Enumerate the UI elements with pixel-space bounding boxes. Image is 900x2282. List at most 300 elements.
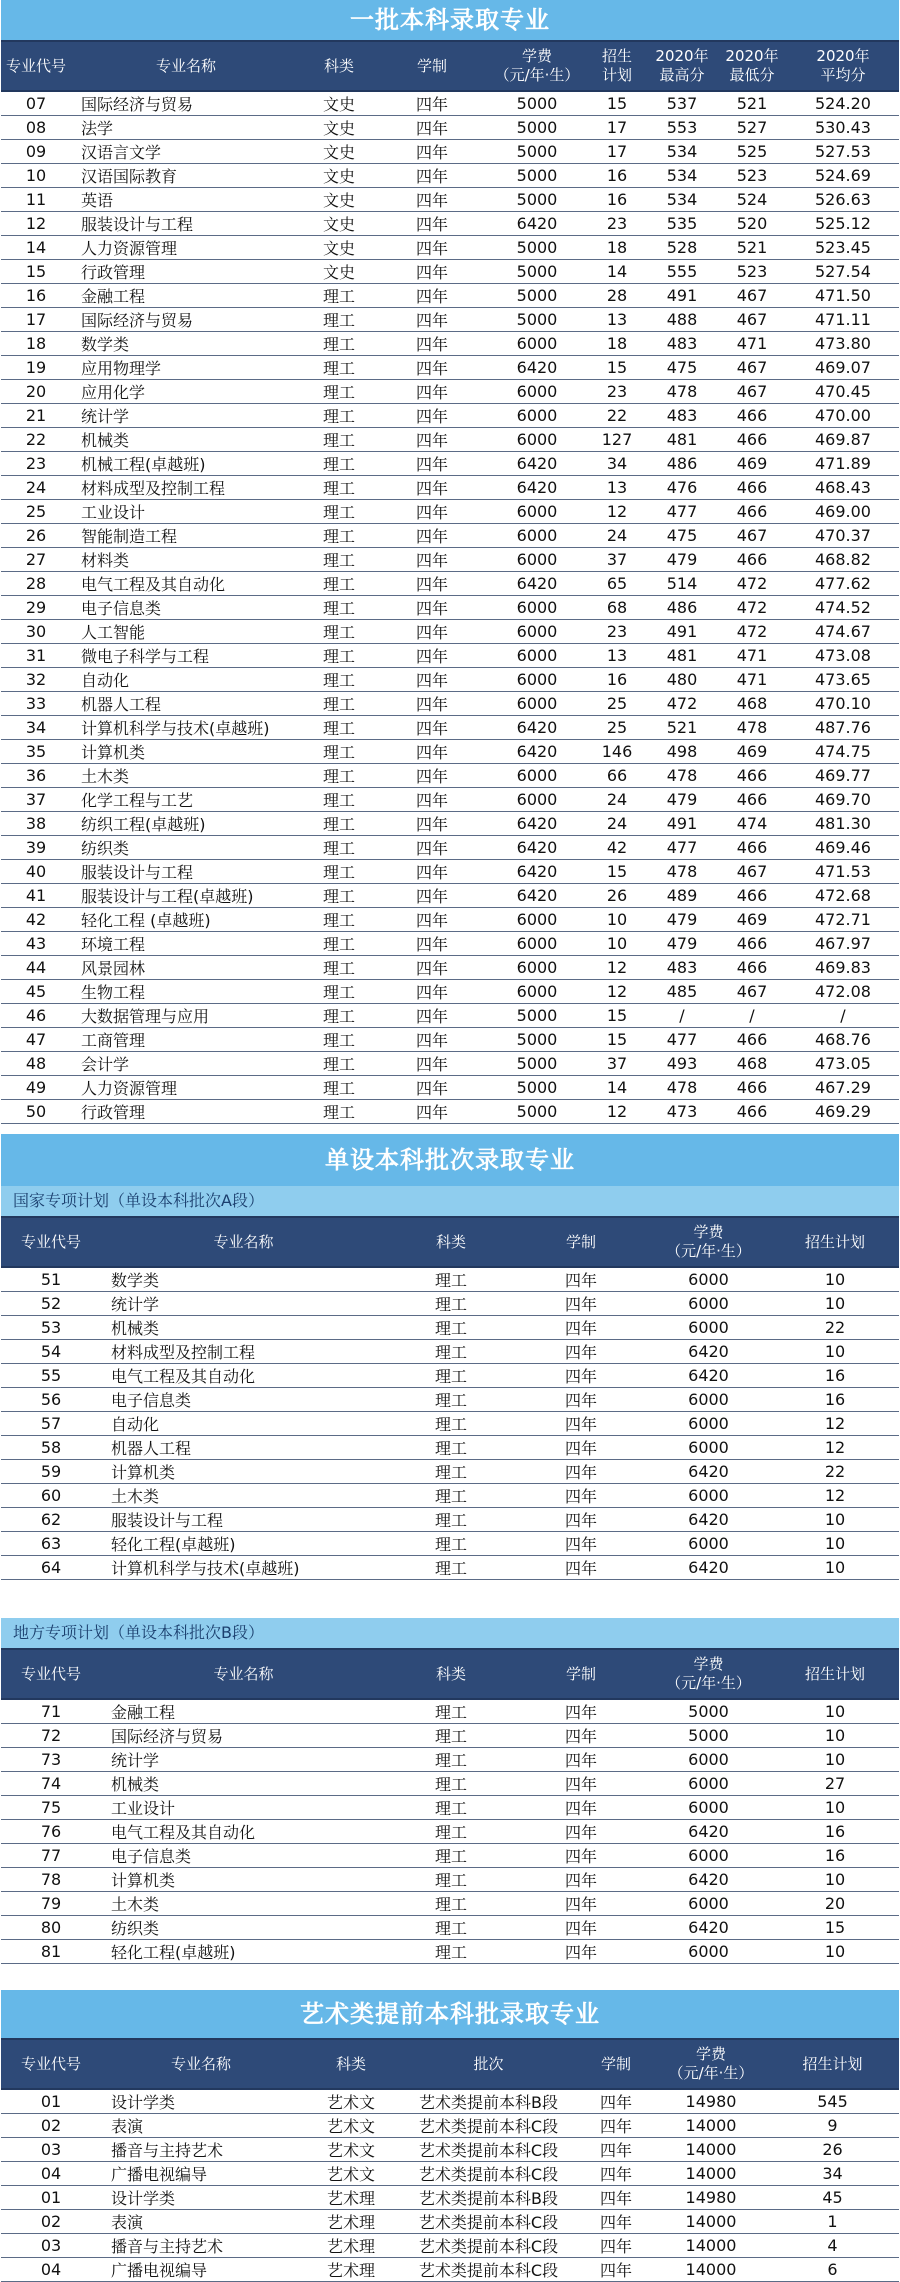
table-cell: 6000 (646, 1892, 771, 1916)
table-cell: 汉语国际教育 (71, 164, 301, 188)
table-cell: 6420 (487, 884, 587, 908)
table-cell: 理工 (301, 1004, 377, 1028)
table-cell: 理工 (386, 1844, 516, 1868)
table-cell: 四年 (516, 1868, 646, 1892)
table-cell: 64 (1, 1556, 101, 1580)
table-row (1, 1796, 899, 1820)
table-cell: 12 (1, 212, 71, 236)
column-header: 专业名称 (101, 1649, 386, 1699)
table-cell: 23 (587, 212, 647, 236)
table-cell: 6000 (487, 380, 587, 404)
table-row (1, 188, 899, 212)
table-cell: 广播电视编导 (101, 2258, 301, 2282)
table-cell: 四年 (377, 404, 487, 428)
table-cell: 电子信息类 (101, 1388, 386, 1412)
table-cell: 468.43 (787, 476, 899, 500)
table-cell: 472.08 (787, 980, 899, 1004)
table-cell: 127 (587, 428, 647, 452)
table-cell: 5000 (487, 91, 587, 116)
table-cell: 国际经济与贸易 (71, 308, 301, 332)
table-row (1, 836, 899, 860)
table-cell: 26 (587, 884, 647, 908)
table-cell: 四年 (377, 140, 487, 164)
table-cell: 07 (1, 91, 71, 116)
table-cell: 理工 (301, 548, 377, 572)
table-row (1, 764, 899, 788)
table-cell: 22 (771, 1460, 899, 1484)
table-cell: 527.54 (787, 260, 899, 284)
table-cell: 四年 (377, 452, 487, 476)
table-row (1, 2114, 899, 2138)
table-cell: 479 (647, 932, 717, 956)
table-cell: 466 (717, 788, 787, 812)
table-cell: 理工 (301, 572, 377, 596)
table-cell: 20 (771, 1892, 899, 1916)
table-cell: 6420 (487, 476, 587, 500)
table-cell: 13 (587, 308, 647, 332)
table-header-row (1, 1649, 899, 1699)
table-cell: 478 (647, 860, 717, 884)
table-cell: 514 (647, 572, 717, 596)
table-cell: 520 (717, 212, 787, 236)
table-cell: 理工 (386, 1556, 516, 1580)
table-row (1, 812, 899, 836)
table-cell: 16 (771, 1844, 899, 1868)
table-row (1, 2162, 899, 2186)
table-cell: 四年 (377, 91, 487, 116)
table-cell: 33 (1, 692, 71, 716)
table-cell: 474.67 (787, 620, 899, 644)
table-row (1, 1724, 899, 1748)
table-cell: 469.70 (787, 788, 899, 812)
table-cell: 31 (1, 644, 71, 668)
table-header-row (1, 41, 899, 91)
table-cell: 理工 (301, 884, 377, 908)
table-cell: 469 (717, 908, 787, 932)
table-cell: 艺术类提前本科C段 (401, 2210, 576, 2234)
table-cell: 525 (717, 140, 787, 164)
table-row (1, 1820, 899, 1844)
table-cell: 467 (717, 284, 787, 308)
table-cell: 四年 (377, 236, 487, 260)
table-cell: 四年 (377, 836, 487, 860)
table-cell: 四年 (516, 1796, 646, 1820)
table-cell: 理工 (301, 1076, 377, 1100)
table-cell: 理工 (301, 740, 377, 764)
table-cell: 535 (647, 212, 717, 236)
table-cell: 469.46 (787, 836, 899, 860)
table-cell: 四年 (576, 2162, 656, 2186)
table-cell: 10 (771, 1340, 899, 1364)
table-cell: 19 (1, 356, 71, 380)
table-row (1, 1436, 899, 1460)
table-cell: 04 (1, 2162, 101, 2186)
table-cell: 23 (587, 380, 647, 404)
table-cell: 统计学 (101, 1748, 386, 1772)
table-cell: 播音与主持艺术 (101, 2138, 301, 2162)
table-cell: 四年 (377, 740, 487, 764)
table-cell: 表演 (101, 2210, 301, 2234)
table-row (1, 980, 899, 1004)
table-cell: 6000 (646, 1316, 771, 1340)
table-cell: 537 (647, 91, 717, 116)
table-cell: 467.97 (787, 932, 899, 956)
table-cell: 44 (1, 956, 71, 980)
table-cell: 四年 (576, 2138, 656, 2162)
table-cell: 6420 (646, 1508, 771, 1532)
table-cell: 470.00 (787, 404, 899, 428)
table-row (1, 428, 899, 452)
table-cell: 469.87 (787, 428, 899, 452)
table-cell: 37 (587, 1052, 647, 1076)
table-cell: 25 (587, 692, 647, 716)
table-cell: 理工 (301, 1100, 377, 1124)
table-row (1, 1388, 899, 1412)
table-cell: 40 (1, 860, 71, 884)
table-cell: 30 (1, 620, 71, 644)
table-cell: 四年 (377, 476, 487, 500)
table-cell: 10 (771, 1532, 899, 1556)
table-cell: 473.80 (787, 332, 899, 356)
table-cell: 四年 (516, 1820, 646, 1844)
table-cell: 理工 (386, 1772, 516, 1796)
table-cell: 5000 (487, 284, 587, 308)
table-cell: 6000 (487, 788, 587, 812)
table-cell: 479 (647, 788, 717, 812)
table-row (1, 1699, 899, 1724)
table-cell: 四年 (576, 2258, 656, 2282)
table-cell: 467 (717, 524, 787, 548)
table-cell: 472 (717, 572, 787, 596)
table-cell: 146 (587, 740, 647, 764)
table-cell: 6000 (487, 932, 587, 956)
table-cell: 475 (647, 356, 717, 380)
table-cell: 5000 (487, 1004, 587, 1028)
table-cell: 76 (1, 1820, 101, 1844)
table-cell: 5000 (487, 1028, 587, 1052)
table-cell: 材料类 (71, 548, 301, 572)
table-cell: 20 (1, 380, 71, 404)
table-cell: 483 (647, 956, 717, 980)
table-cell: 37 (587, 548, 647, 572)
table-cell: 四年 (576, 2210, 656, 2234)
table-cell: 481.30 (787, 812, 899, 836)
table-cell: 60 (1, 1484, 101, 1508)
table-cell: 471.53 (787, 860, 899, 884)
table-cell: 489 (647, 884, 717, 908)
column-header: 招生 计划 (587, 41, 647, 91)
table-cell: 四年 (377, 188, 487, 212)
table-cell: 472.71 (787, 908, 899, 932)
table-row (1, 1556, 899, 1580)
table-cell: 6420 (646, 1460, 771, 1484)
table-cell: 12 (771, 1412, 899, 1436)
column-header: 科类 (301, 41, 377, 91)
table-cell: 527.53 (787, 140, 899, 164)
table-cell: 国际经济与贸易 (101, 1724, 386, 1748)
table-cell: 469.07 (787, 356, 899, 380)
table-row (1, 1484, 899, 1508)
table-cell: 74 (1, 1772, 101, 1796)
table-cell: 14980 (656, 2186, 766, 2210)
table-cell: 四年 (377, 356, 487, 380)
table-row (1, 1292, 899, 1316)
table-cell: 服装设计与工程 (101, 1508, 386, 1532)
table-cell: 42 (587, 836, 647, 860)
table-cell: 理工 (386, 1916, 516, 1940)
table-cell: 5000 (487, 164, 587, 188)
table-cell: 理工 (301, 332, 377, 356)
table-row (1, 1748, 899, 1772)
table-cell: 理工 (301, 692, 377, 716)
table-cell: 5000 (487, 1100, 587, 1124)
table-cell: 473 (647, 1100, 717, 1124)
table-cell: 应用物理学 (71, 356, 301, 380)
table-cell: 15 (587, 356, 647, 380)
table-cell: 土木类 (101, 1892, 386, 1916)
table-cell: 466 (717, 476, 787, 500)
table-cell: 四年 (516, 1484, 646, 1508)
table-cell: 466 (717, 500, 787, 524)
table-cell: 行政管理 (71, 260, 301, 284)
table-cell: 466 (717, 836, 787, 860)
table-cell: 四年 (516, 1844, 646, 1868)
table-cell: 53 (1, 1316, 101, 1340)
table-cell: 6000 (487, 980, 587, 1004)
table-cell: 理工 (386, 1484, 516, 1508)
table-cell: 25 (1, 500, 71, 524)
table-cell: 18 (587, 236, 647, 260)
table-cell: 16 (771, 1820, 899, 1844)
table-cell: 77 (1, 1844, 101, 1868)
table-row (1, 668, 899, 692)
table-cell: 35 (1, 740, 71, 764)
table-cell: 理工 (301, 956, 377, 980)
table-cell: 486 (647, 596, 717, 620)
table-row (1, 236, 899, 260)
table-cell: 466 (717, 548, 787, 572)
table-cell: 23 (587, 620, 647, 644)
table-cell: 理工 (386, 1796, 516, 1820)
table-cell: 9 (766, 2114, 899, 2138)
table-cell: 491 (647, 284, 717, 308)
table-cell: 15 (587, 860, 647, 884)
table-cell: 487.76 (787, 716, 899, 740)
table-row (1, 356, 899, 380)
table-cell: 474.52 (787, 596, 899, 620)
table-cell: 6000 (487, 692, 587, 716)
table-cell: 四年 (377, 428, 487, 452)
table-cell: 32 (1, 668, 71, 692)
table-row (1, 1076, 899, 1100)
table-cell: 6000 (487, 620, 587, 644)
table-row (1, 1364, 899, 1388)
table-body (1, 1699, 899, 1964)
table-row (1, 1532, 899, 1556)
table-cell: 文史 (301, 116, 377, 140)
table-cell: 电气工程及其自动化 (101, 1364, 386, 1388)
table-cell: 6420 (646, 1556, 771, 1580)
table-cell: 467 (717, 980, 787, 1004)
table-cell: 27 (1, 548, 71, 572)
table-cell: 四年 (516, 1292, 646, 1316)
subsection-title: 国家专项计划（单设本科批次A段） (1, 1186, 899, 1216)
table-cell: 四年 (377, 860, 487, 884)
table-cell: 56 (1, 1388, 101, 1412)
column-header: 招生计划 (771, 1217, 899, 1267)
table-cell: 469 (717, 452, 787, 476)
section-title: 一批本科录取专业 (1, 0, 899, 40)
table-cell: 14000 (656, 2258, 766, 2282)
table-cell: 四年 (516, 1412, 646, 1436)
table-cell: 63 (1, 1532, 101, 1556)
table-cell: 四年 (576, 2186, 656, 2210)
table-row (1, 1508, 899, 1532)
table-cell: 10 (771, 1748, 899, 1772)
table-cell: 469.29 (787, 1100, 899, 1124)
table-cell: 6000 (646, 1292, 771, 1316)
table-cell: 10 (771, 1556, 899, 1580)
table-cell: 风景园林 (71, 956, 301, 980)
table-cell: 理工 (386, 1748, 516, 1772)
table-cell: 45 (766, 2186, 899, 2210)
table-cell: 四年 (377, 572, 487, 596)
table-cell: 66 (587, 764, 647, 788)
table-cell: 电气工程及其自动化 (71, 572, 301, 596)
table-cell: 机械工程(卓越班) (71, 452, 301, 476)
table-cell: 52 (1, 1292, 101, 1316)
table-cell: 艺术类提前本科C段 (401, 2114, 576, 2138)
table-cell: 468 (717, 692, 787, 716)
table-cell: 理工 (386, 1292, 516, 1316)
table-cell: 73 (1, 1748, 101, 1772)
table-cell: 理工 (386, 1460, 516, 1484)
table-cell: 计算机类 (71, 740, 301, 764)
table-cell: 477.62 (787, 572, 899, 596)
table-cell: 1 (766, 2210, 899, 2234)
table-row (1, 1460, 899, 1484)
table-cell: 服装设计与工程(卓越班) (71, 884, 301, 908)
table-cell: 5000 (487, 260, 587, 284)
table-row (1, 860, 899, 884)
table-cell: 16 (587, 668, 647, 692)
table-cell: 理工 (301, 1028, 377, 1052)
table-cell: 468.76 (787, 1028, 899, 1052)
general-admission-table (1, 40, 899, 1124)
table-cell: 4 (766, 2234, 899, 2258)
table-cell: 理工 (386, 1267, 516, 1292)
table-cell: 四年 (377, 1028, 487, 1052)
table-cell: 472.68 (787, 884, 899, 908)
table-cell: 四年 (516, 1892, 646, 1916)
table-cell: 四年 (516, 1508, 646, 1532)
table-row (1, 620, 899, 644)
table-cell: 国际经济与贸易 (71, 91, 301, 116)
table-cell: 79 (1, 1892, 101, 1916)
table-cell: 10 (771, 1699, 899, 1724)
table-row (1, 1844, 899, 1868)
table-cell: 理工 (386, 1699, 516, 1724)
column-header: 2020年 平均分 (787, 41, 899, 91)
table-cell: 艺术类提前本科C段 (401, 2162, 576, 2186)
table-cell: 理工 (301, 404, 377, 428)
table-cell: 艺术文 (301, 2114, 401, 2138)
table-cell: 理工 (301, 932, 377, 956)
table-cell: 486 (647, 452, 717, 476)
table-row (1, 908, 899, 932)
table-cell: 艺术类提前本科C段 (401, 2138, 576, 2162)
table-cell: 机械类 (101, 1316, 386, 1340)
table-cell: 24 (1, 476, 71, 500)
table-cell: 498 (647, 740, 717, 764)
table-cell: 人力资源管理 (71, 236, 301, 260)
table-cell: 四年 (516, 1340, 646, 1364)
table-cell: 四年 (377, 524, 487, 548)
table-row (1, 476, 899, 500)
column-header: 专业名称 (101, 2039, 301, 2089)
column-header: 学费 （元/年·生） (646, 1217, 771, 1267)
table-cell: 466 (717, 884, 787, 908)
table-cell: 471.11 (787, 308, 899, 332)
table-cell: 6000 (487, 404, 587, 428)
table-cell: 6000 (487, 956, 587, 980)
table-cell: 计算机类 (101, 1868, 386, 1892)
table-cell: 534 (647, 140, 717, 164)
table-cell: 72 (1, 1724, 101, 1748)
table-cell: 土木类 (71, 764, 301, 788)
table-cell: 四年 (377, 164, 487, 188)
table-cell: 527 (717, 116, 787, 140)
table-cell: 四年 (516, 1316, 646, 1340)
table-body (1, 91, 899, 1124)
table-cell: 理工 (301, 812, 377, 836)
table-cell: 6420 (487, 356, 587, 380)
table-row (1, 1940, 899, 1964)
table-cell: 36 (1, 764, 71, 788)
table-cell: 6000 (646, 1940, 771, 1964)
table-cell: 51 (1, 1267, 101, 1292)
table-cell: 四年 (516, 1748, 646, 1772)
table-cell: 电子信息类 (71, 596, 301, 620)
table-cell: 四年 (377, 980, 487, 1004)
table-cell: 四年 (377, 332, 487, 356)
table-cell: 四年 (377, 692, 487, 716)
table-cell: 机械类 (101, 1772, 386, 1796)
table-cell: 470.45 (787, 380, 899, 404)
table-cell: 四年 (516, 1699, 646, 1724)
table-cell: 10 (771, 1267, 899, 1292)
table-row (1, 140, 899, 164)
table-cell: 5000 (487, 236, 587, 260)
table-row (1, 284, 899, 308)
table-row (1, 548, 899, 572)
table-cell: 6000 (646, 1532, 771, 1556)
table-cell: 24 (587, 788, 647, 812)
table-cell: 12 (771, 1436, 899, 1460)
table-cell: 四年 (377, 644, 487, 668)
table-cell: 473.05 (787, 1052, 899, 1076)
table-cell: 人工智能 (71, 620, 301, 644)
table-cell: 理工 (301, 980, 377, 1004)
table-cell: 艺术类提前本科C段 (401, 2258, 576, 2282)
table-cell: 521 (647, 716, 717, 740)
table-row (1, 2138, 899, 2162)
table-row (1, 572, 899, 596)
table-cell: 行政管理 (71, 1100, 301, 1124)
national-plan-table (1, 1216, 899, 1580)
table-cell: 16 (771, 1388, 899, 1412)
column-header: 专业名称 (101, 1217, 386, 1267)
